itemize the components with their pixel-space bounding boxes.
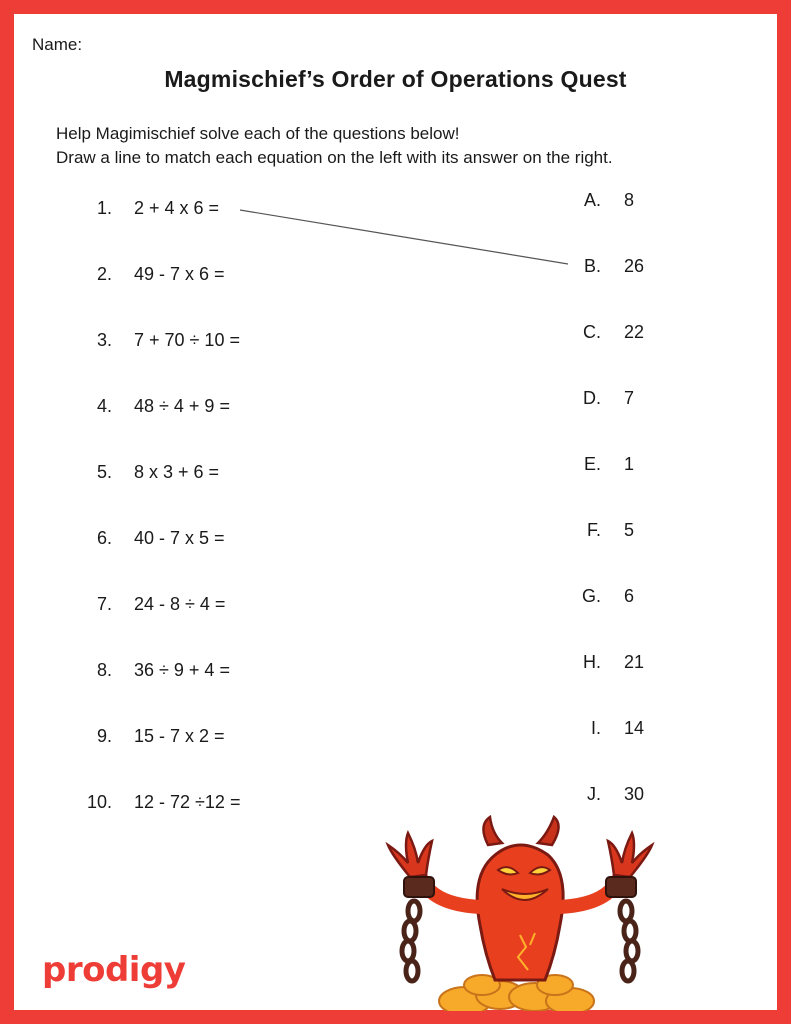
worksheet-title: Magmischief’s Order of Operations Quest — [164, 66, 627, 92]
hand-left — [388, 833, 432, 877]
question-number: 8. — [96, 660, 112, 680]
question-expression: 36 ÷ 9 + 4 = — [134, 660, 230, 680]
answer-letter: C. — [583, 322, 601, 342]
answer-letter: J. — [586, 784, 601, 804]
question-number: 4. — [96, 396, 112, 416]
question-number: 10. — [86, 792, 112, 812]
answer-letter: H. — [583, 652, 601, 672]
answer-value: 14 — [624, 718, 645, 738]
prodigy-logo: prodigy — [42, 950, 186, 990]
question-number: 2. — [96, 264, 112, 284]
answer-letter: A. — [583, 190, 601, 210]
shackle-left — [404, 877, 434, 897]
answer-value: 21 — [624, 652, 645, 672]
question-number: 6. — [96, 528, 112, 548]
question-expression: 8 x 3 + 6 = — [134, 462, 220, 482]
question-expression: 24 - 8 ÷ 4 = — [134, 594, 226, 614]
horn-right — [538, 817, 559, 845]
answer-value: 1 — [624, 454, 635, 474]
question-expression: 15 - 7 x 2 = — [134, 726, 225, 746]
question-expression: 2 + 4 x 6 = — [134, 198, 220, 218]
answer-value: 6 — [624, 586, 635, 606]
answer-value: 8 — [624, 190, 635, 210]
question-number: 7. — [96, 594, 112, 614]
magmischief-monster-illustration — [370, 815, 670, 1011]
question-expression: 40 - 7 x 5 = — [134, 528, 225, 548]
question-expression: 12 - 72 ÷12 = — [134, 792, 241, 812]
chain-left — [402, 901, 420, 981]
question-number: 3. — [96, 330, 112, 350]
answer-letter: G. — [581, 586, 601, 606]
horn-left — [483, 817, 502, 845]
question-expression: 7 + 70 ÷ 10 = — [134, 330, 240, 350]
answer-letter: B. — [583, 256, 601, 276]
answer-value: 26 — [624, 256, 645, 276]
answer-value: 30 — [624, 784, 645, 804]
question-expression: 49 - 7 x 6 = — [134, 264, 225, 284]
question-number: 5. — [96, 462, 112, 482]
answer-value: 5 — [624, 520, 635, 540]
answer-value: 22 — [624, 322, 645, 342]
hand-right — [608, 833, 652, 877]
instruction-line: Draw a line to match each equation on the left with its answer on the right. — [56, 148, 613, 167]
question-number: 9. — [96, 726, 112, 746]
answer-letter: I. — [590, 718, 601, 738]
answer-letter: D. — [583, 388, 601, 408]
question-expression: 48 ÷ 4 + 9 = — [134, 396, 230, 416]
shackle-right — [606, 877, 636, 897]
name-label: Name: — [32, 35, 83, 54]
answer-letter: F. — [586, 520, 601, 540]
chain-right — [620, 901, 638, 981]
answer-value: 7 — [624, 388, 635, 408]
question-number: 1. — [96, 198, 112, 218]
instruction-line: Help Magimischief solve each of the questions below! — [56, 124, 460, 143]
answer-letter: E. — [583, 454, 601, 474]
